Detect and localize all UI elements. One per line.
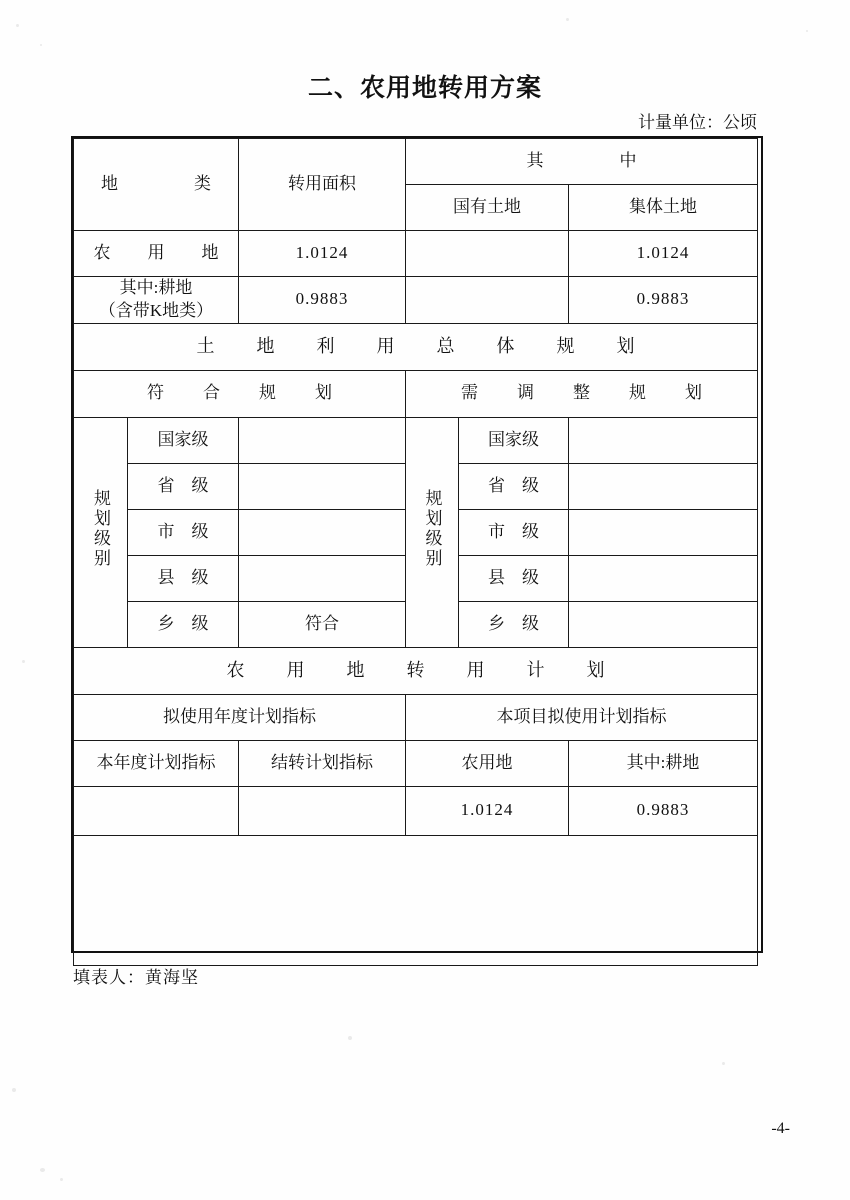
header-collective-land: [569, 185, 758, 231]
adjust-level-value: [569, 601, 758, 647]
row-agricultural-land-collective: 1.0124: [569, 231, 758, 277]
conform-plan-level-label: 规划级别: [74, 417, 128, 647]
header-state-owned-land-label: 国有土地: [453, 197, 521, 217]
row-agricultural-land-label: 农 用 地: [74, 231, 239, 277]
header-among-which: [406, 139, 758, 185]
table-row: [74, 277, 758, 324]
table-header-row: [74, 139, 758, 185]
annual-quota-header: 拟使用年度计划指标: [74, 694, 406, 740]
adjust-plan-header: 需 调 整 规 划: [406, 370, 758, 417]
adjust-level-value: [569, 509, 758, 555]
row-cultivated-land-collective: 0.9883: [569, 277, 758, 324]
plan-subheader-row: [74, 370, 758, 417]
row-cultivated-land-state-owned: [406, 277, 569, 324]
plan-banner-row: [74, 323, 758, 370]
conform-level-name: 省 级: [128, 463, 239, 509]
quota-banner-row: [74, 647, 758, 694]
agricultural-land-quota-value: 1.0124: [406, 786, 569, 835]
current-year-quota-value: [74, 786, 239, 835]
conform-level-value: [239, 555, 406, 601]
header-converted-area: [239, 139, 406, 231]
adjust-level-name: 县 级: [459, 555, 569, 601]
adjust-level-name: 国家级: [459, 417, 569, 463]
plan-section-banner: 土 地 利 用 总 体 规 划: [74, 323, 758, 370]
conform-plan-header: 符 合 规 划: [74, 370, 406, 417]
agricultural-land-quota-header: 农用地: [406, 740, 569, 786]
conform-level-value: 符合: [239, 601, 406, 647]
cultivated-land-quota-value: 0.9883: [569, 786, 758, 835]
header-converted-area-label: 转用面积: [288, 174, 356, 194]
adjust-plan-level-label: 规划级别: [406, 417, 459, 647]
adjust-level-name: 市 级: [459, 509, 569, 555]
quota-section-banner: 农 用 地 转 用 计 划: [74, 647, 758, 694]
blank-remarks-row: [74, 835, 758, 965]
adjust-level-name: 省 级: [459, 463, 569, 509]
conform-level-value: [239, 417, 406, 463]
conform-level-value: [239, 463, 406, 509]
quota-value-row: [74, 786, 758, 835]
adjust-level-name: 乡 级: [459, 601, 569, 647]
row-agricultural-land-converted-area: 1.0124: [239, 231, 406, 277]
preparer-label: 填表人：黄海坚: [73, 968, 199, 987]
header-among-which-label: 其 中: [526, 151, 651, 171]
conform-level-name: 县 级: [128, 555, 239, 601]
header-collective-land-label: 集体土地: [629, 197, 697, 217]
conform-level-value: [239, 509, 406, 555]
header-land-type-label: 地 类: [101, 174, 225, 194]
measurement-unit-label: 计量单位：公顷: [638, 113, 757, 132]
adjust-level-value: [569, 555, 758, 601]
carryover-quota-value: [239, 786, 406, 835]
page-title: 二、农用地转用方案: [307, 74, 542, 102]
blank-remarks-cell: [74, 835, 758, 965]
row-cultivated-land-converted-area: 0.9883: [239, 277, 406, 324]
quota-header-row: [74, 694, 758, 740]
adjust-level-value: [569, 463, 758, 509]
current-year-quota-header: 本年度计划指标: [74, 740, 239, 786]
project-quota-header: 本项目拟使用计划指标: [406, 694, 758, 740]
row-agricultural-land-state-owned: [406, 231, 569, 277]
plan-level-row: [74, 417, 758, 463]
page-number: -4-: [771, 1120, 790, 1137]
header-state-owned-land: [406, 185, 569, 231]
header-land-type: [74, 139, 239, 231]
adjust-level-value: [569, 417, 758, 463]
table-row: [74, 231, 758, 277]
quota-subheader-row: [74, 740, 758, 786]
conform-level-name: 国家级: [128, 417, 239, 463]
cultivated-land-quota-header: 其中:耕地: [569, 740, 758, 786]
carryover-quota-header: 结转计划指标: [239, 740, 406, 786]
conform-level-name: 市 级: [128, 509, 239, 555]
row-cultivated-land-label: 其中:耕地 （含带K地类）: [74, 277, 239, 324]
conform-level-name: 乡 级: [128, 601, 239, 647]
farmland-conversion-table: [73, 138, 758, 966]
